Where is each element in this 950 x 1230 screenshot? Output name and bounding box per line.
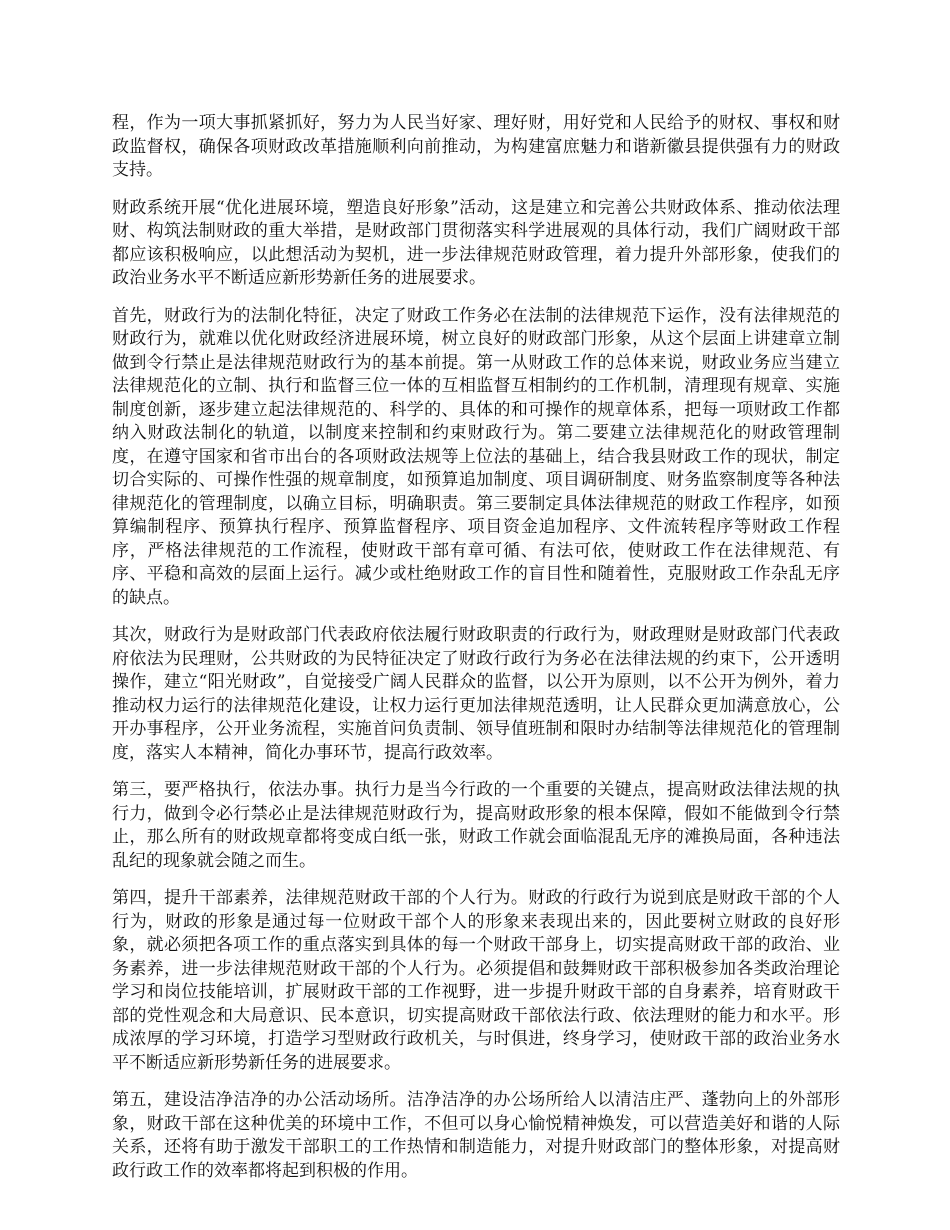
paragraph: 其次，财政行为是财政部门代表政府依法履行财政职责的行政行为，财政理财是财政部门代表政府依法为民理财，公共财政的为民特征决定了财政行政行为务必在法律法规的约束下，公开透明操作，建立“阳光财政”，自觉接受广阔人民群众的监督，以公开为原则，以不公开为例外，着力推动权力运行的法律规范化建设，让权力运行更加法律规范透明，让人民群众更加满意放心，公开办事程序，公开业务流程，实施首问负责制、领导值班制和限时办结制等法律规范化的管理制度，落实人本精神，简化办事环节，提高行政效率。 <box>112 625 840 763</box>
paragraph: 第四，提升干部素养，法律规范财政干部的个人行为。财政的行政行为说到底是财政干部的个人行为，财政的形象是通过每一位财政干部个人的形象来表现出来的，因此要树立财政的良好形象，就必须把各项工作的重点落实到具体的每一个财政干部身上，切实提高财政干部的政治、业务素养，进一步法律规范财政干部的个人行为。必须提倡和鼓舞财政干部积极参加各类政治理论学习和岗位技能培训，扩展财政干部的工作视野，进一步提升财政干部的自身素养，培育财政干部的党性观念和大局意识、民本意识，切实提高财政干部依法行政、依法理财的能力和水平。形成浓厚的学习环境，打造学习型财政行政机关，与时俱进，终身学习，使财政干部的政治业务水平不断适应新形势新任务的进展要求。 <box>112 888 840 1073</box>
paragraph: 财政系统开展“优化进展环境，塑造良好形象”活动，这是建立和完善公共财政体系、推动依法理财、构筑法制财政的重大举措，是财政部门贯彻落实科学进展观的具体行动，我们广阔财政干部都应该积极响应，以此想活动为契机，进一步法律规范财政管理，着力提升外部形象，使我们的政治业务水平不断适应新形势新任务的进展要求。 <box>112 197 840 288</box>
paragraph: 程，作为一项大事抓紧抓好，努力为人民当好家、理好财，用好党和人民给予的财权、事权和财政监督权，确保各项财政改革措施顺利向前推动，为构建富庶魅力和谐新徽县提供强有力的财政支持。 <box>112 113 840 180</box>
paragraph: 首先，财政行为的法制化特征，决定了财政工作务必在法制的法律规范下运作，没有法律规范的财政行为，就难以优化财政经济进展环境，树立良好的财政部门形象，从这个层面上讲建章立制做到令行禁止是法律规范财政行为的基本前提。第一从财政工作的总体来说，财政业务应当建立法律规范化的立制、执行和监督三位一体的互相监督互相制约的工作机制，清理现有规章、实施制度创新，逐步建立起法律规范的、科学的、具体的和可操作的规章体系，把每一项财政工作都纳入财政法制化的轨道，以制度来控制和约束财政行为。第二要建立法律规范化的财政管理制度，在遵守国家和省市出台的各项财政法规等上位法的基础上，结合我县财政工作的现状，制定切合实际的、可操作性强的规章制度，如预算追加制度、项目调研制度、财务监察制度等各种法律规范化的管理制度，以确立目标，明确职责。第三要制定具体法律规范的财政工作程序，如预算编制程序、预算执行程序、预算监督程序、项目资金追加程序、文件流转程序等财政工作程序，严格法律规范的工作流程，使财政干部有章可循、有法可依，使财政工作在法律规范、有序、平稳和高效的层面上运行。减少或杜绝财政工作的盲目性和随着性，克服财政工作杂乱无序的缺点。 <box>112 305 840 608</box>
document-body <box>112 112 840 1197</box>
paragraph: 第三，要严格执行，依法办事。执行力是当今行政的一个重要的关键点，提高财政法律法规的执行力，做到令必行禁必止是法律规范财政行为，提高财政形象的根本保障，假如不能做到令行禁止，那么所有的财政规章都将变成白纸一张，财政工作就会面临混乱无序的滩换局面，各种违法乱纪的现象就会随之而生。 <box>112 780 840 871</box>
paragraph: 第五，建设洁净洁净的办公活动场所。洁净洁净的办公场所给人以清洁庄严、蓬勃向上的外部形象，财政干部在这种优美的环境中工作，不但可以身心愉悦精神焕发，可以营造美好和谐的人际关系，还将有助于激发干部职工的工作热情和制造能力，对提升财政部门的整体形象，对提高财政行政工作的效率都将起到积极的作用。 <box>112 1090 840 1181</box>
